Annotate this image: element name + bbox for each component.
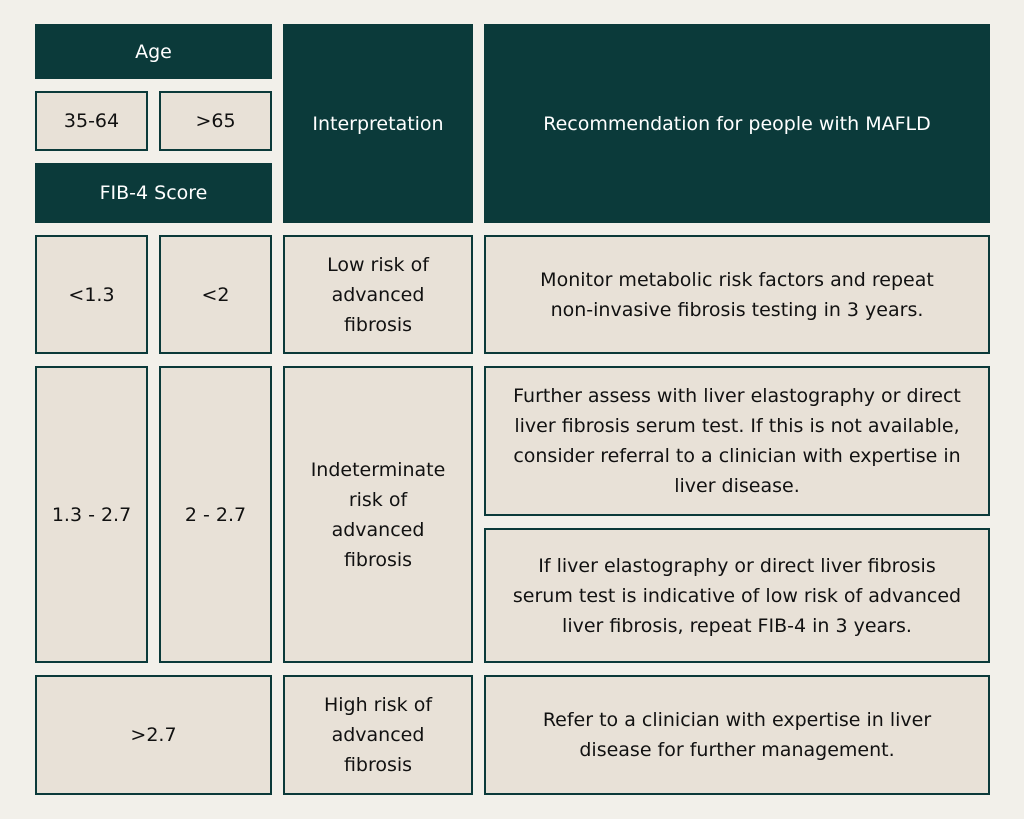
age-range-65-plus-label: >65 xyxy=(195,110,236,132)
high-interpretation-line: fibrosis xyxy=(343,754,413,776)
age-header-label: Age xyxy=(135,40,172,63)
indeterminate-score-cell-age-35-64 xyxy=(35,366,148,663)
high-recommendation-cell xyxy=(484,675,990,795)
indeterminate-score-value-2: 2 - 2.7 xyxy=(184,503,247,526)
low-score-value-2: <2 xyxy=(201,283,230,306)
low-recommendation-line: non-invasive fibrosis testing in 3 years. xyxy=(550,298,924,321)
indeterminate-score-cell-age-65-plus xyxy=(159,366,272,663)
low-score-value-1: <1.3 xyxy=(68,283,115,306)
indeterminate-interpretation-cell xyxy=(283,366,473,663)
indeterminate-interpretation-line: Indeterminate xyxy=(310,458,446,481)
low-score-cell-age-65-plus xyxy=(159,235,272,354)
high-recommendation-line: Refer to a clinician with expertise in liver xyxy=(542,709,932,731)
low-recommendation-cell xyxy=(484,235,990,354)
age-range-65-plus xyxy=(159,91,272,151)
interpretation-header xyxy=(283,24,473,223)
low-recommendation-line: Monitor metabolic risk factors and repeat xyxy=(540,268,934,291)
low-interpretation-cell xyxy=(283,235,473,354)
high-score-value: >2.7 xyxy=(130,724,177,746)
indeterminate-interpretation-line: fibrosis xyxy=(343,548,413,571)
low-interpretation-line: Low risk of xyxy=(327,253,429,276)
fib4-score-header-label: FIB-4 Score xyxy=(99,182,208,204)
low-interpretation-line: advanced xyxy=(331,283,425,306)
recommendation-header xyxy=(484,24,990,223)
fib4-score-header xyxy=(35,163,272,223)
indeterminate-recommendation-1-line: liver fibrosis serum test. If this is not available, xyxy=(514,415,960,437)
high-interpretation-cell xyxy=(283,675,473,795)
indeterminate-recommendation-1-line: consider referral to a clinician with expertise in xyxy=(513,445,961,467)
indeterminate-score-value-1: 1.3 - 2.7 xyxy=(51,503,132,526)
age-range-35-64-label: 35-64 xyxy=(63,110,120,132)
recommendation-header-label: Recommendation for people with MAFLD xyxy=(543,112,931,135)
indeterminate-recommendation-1-line: liver disease. xyxy=(674,475,800,497)
indeterminate-recommendation-2-line: serum test is indicative of low risk of advanced xyxy=(512,584,962,607)
age-range-35-64 xyxy=(35,91,148,151)
high-recommendation-line: disease for further management. xyxy=(579,739,895,761)
high-interpretation-line: advanced xyxy=(331,724,425,746)
indeterminate-recommendation-2-line: liver fibrosis, repeat FIB-4 in 3 years. xyxy=(562,614,912,637)
indeterminate-recommendation-cell-1 xyxy=(484,366,990,516)
indeterminate-interpretation-line: advanced xyxy=(331,518,425,541)
indeterminate-interpretation-line: risk of xyxy=(348,488,408,511)
indeterminate-recommendation-1-line: Further assess with liver elastography or direct xyxy=(513,385,961,407)
indeterminate-recommendation-2-line: If liver elastography or direct liver fibrosis xyxy=(538,554,936,577)
low-interpretation-line: fibrosis xyxy=(343,313,413,336)
age-header xyxy=(35,24,272,79)
indeterminate-recommendation-cell-2 xyxy=(484,528,990,663)
high-score-cell xyxy=(35,675,272,795)
interpretation-header-label: Interpretation xyxy=(312,112,444,135)
low-score-cell-age-35-64 xyxy=(35,235,148,354)
high-interpretation-line: High risk of xyxy=(323,694,433,716)
